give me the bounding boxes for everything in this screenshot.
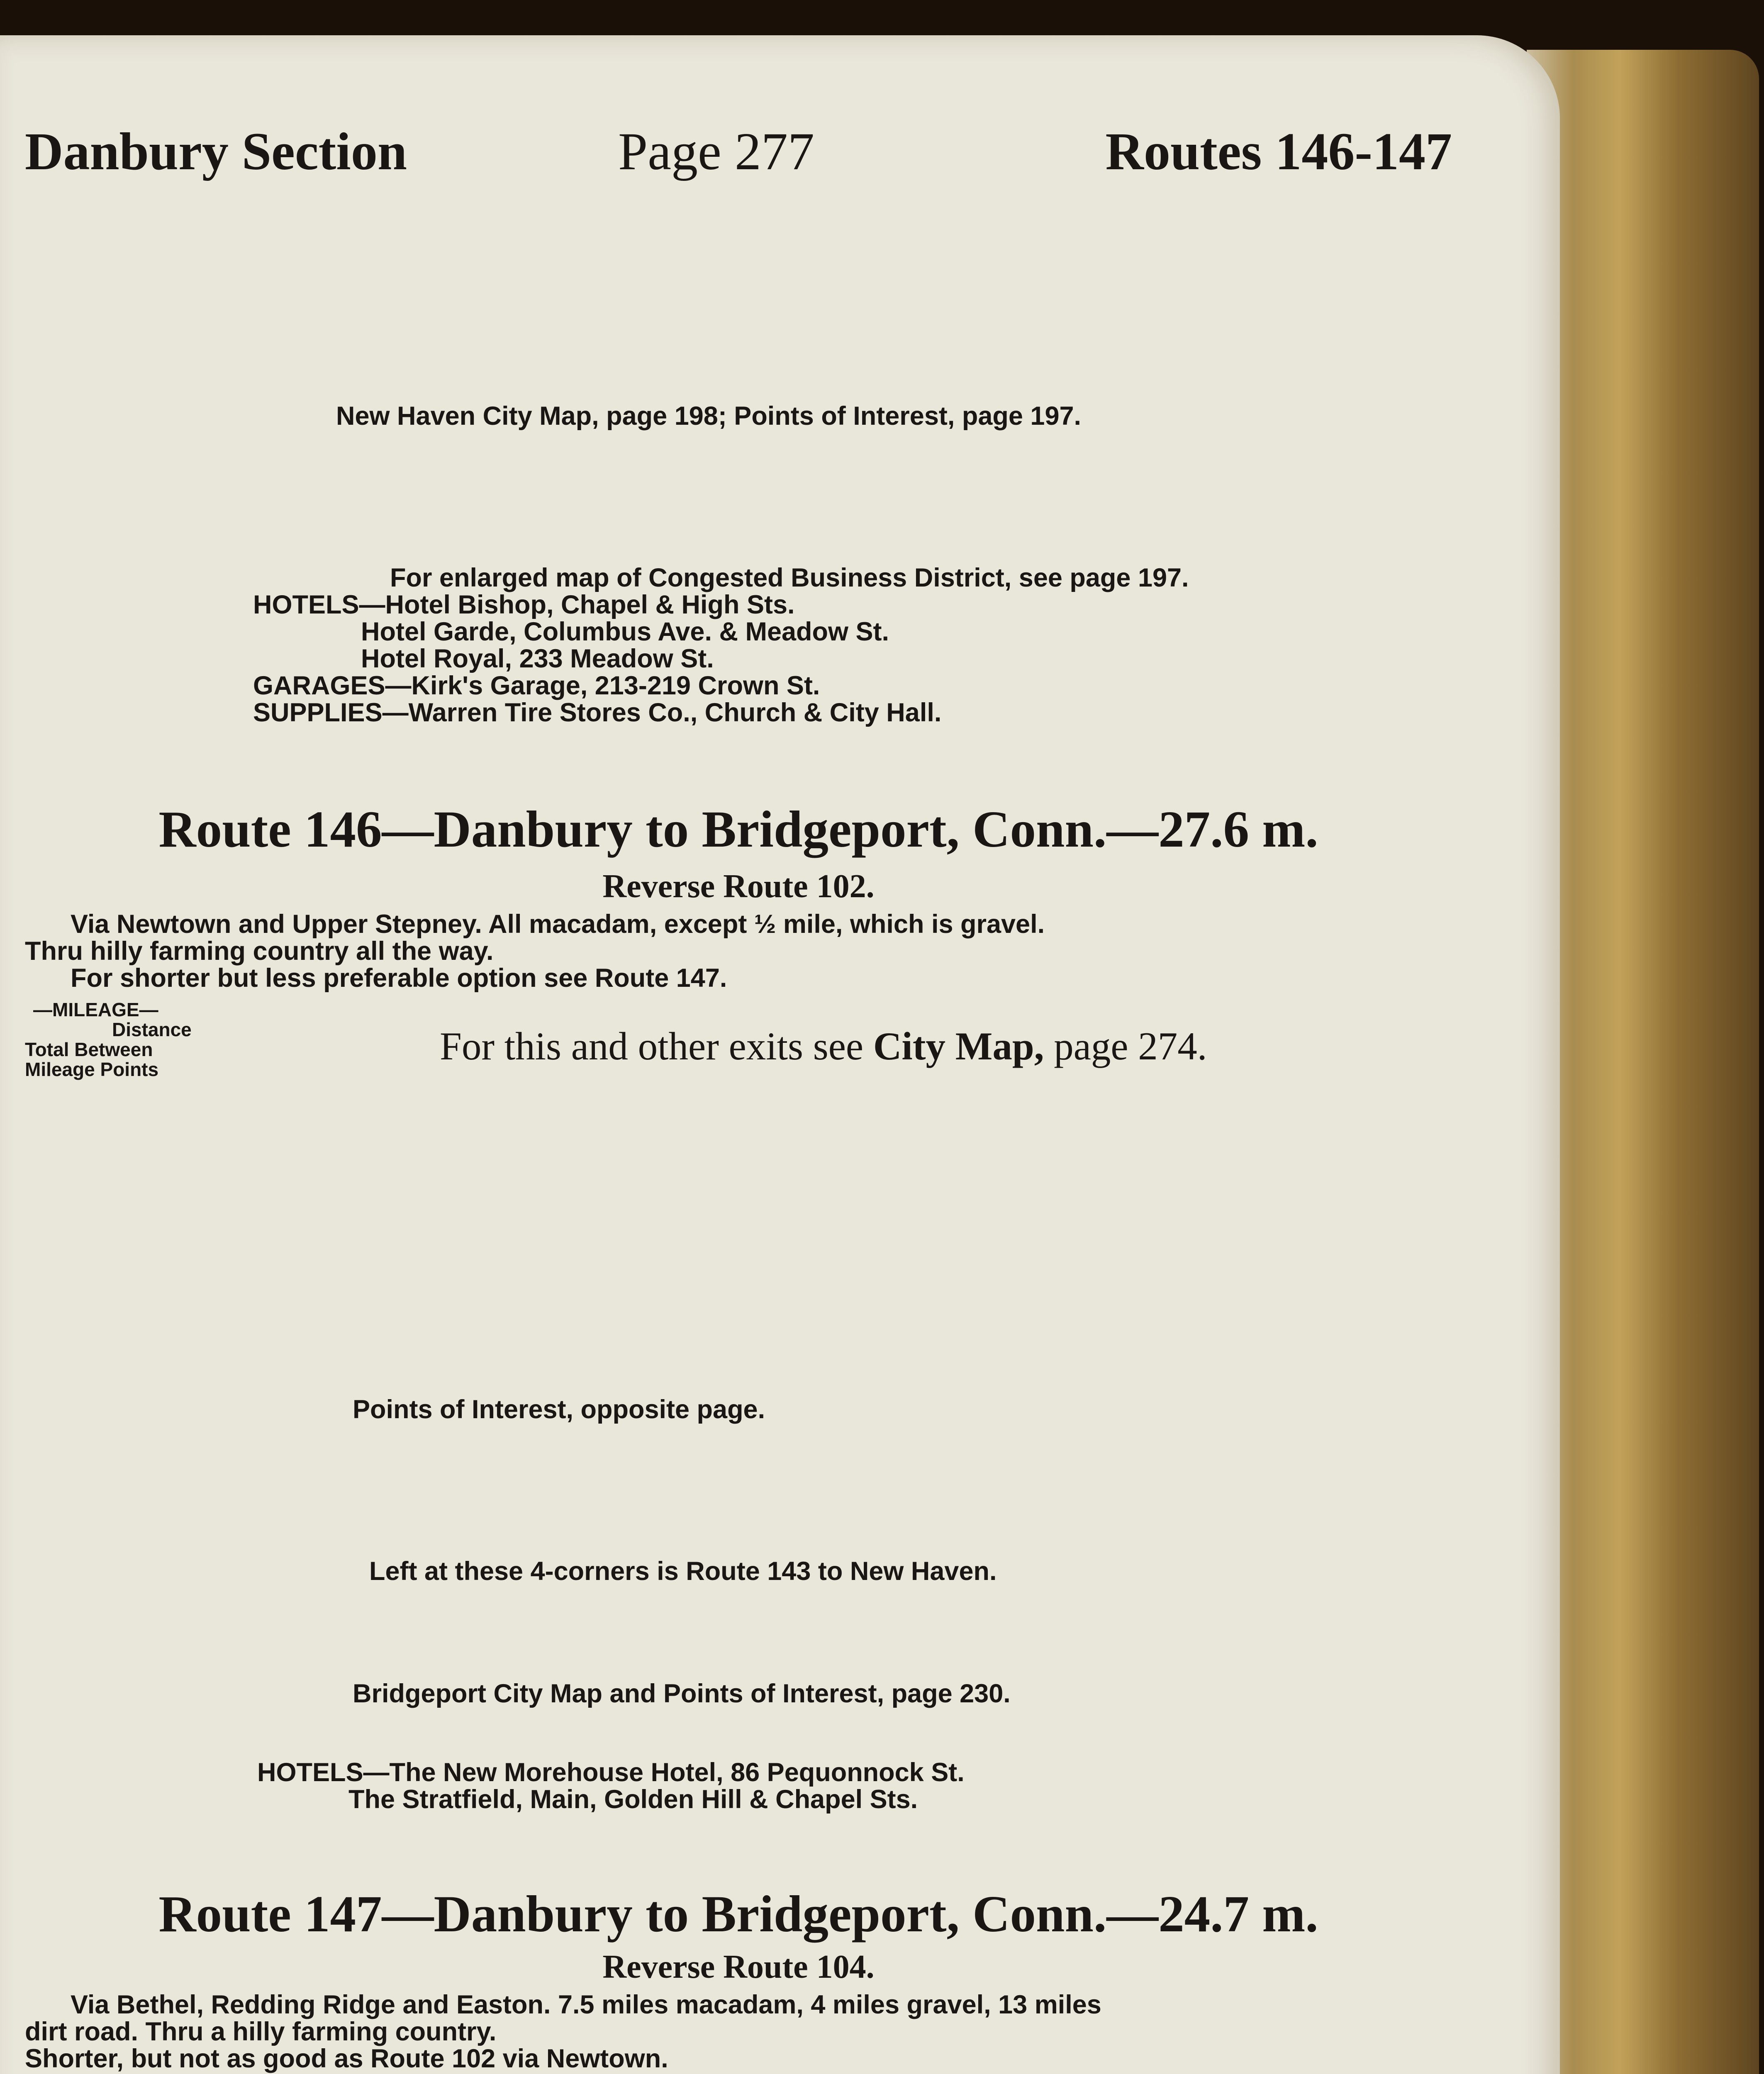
- route-146-exits-note: For this and other exits see City Map, page 274.: [440, 1024, 1207, 1068]
- page-content: [25, 35, 1452, 2074]
- route-147-via: dirt road. Thru a hilly farming country.: [25, 2017, 497, 2046]
- note-hotels: Hotel Garde, Columbus Ave. & Meadow St.: [361, 617, 889, 646]
- note-hotels: Hotel Royal, 233 Meadow St.: [361, 644, 714, 673]
- note-supplies: SUPPLIES—Warren Tire Stores Co., Church & City Hall.: [253, 698, 942, 727]
- section-title: Danbury Section: [25, 122, 407, 181]
- routes-range: Routes 146-147: [1105, 122, 1452, 181]
- note-city-map: New Haven City Map, page 198; Points of Interest, page 197.: [336, 402, 1082, 431]
- note-points-of-interest: Points of Interest, opposite page.: [353, 1395, 765, 1424]
- route-147-via: Shorter, but not as good as Route 102 via Newtown.: [25, 2044, 668, 2073]
- note-bridgeport-map: Bridgeport City Map and Points of Interest, page 230.: [353, 1679, 1011, 1708]
- note-hotels: HOTELS—Hotel Bishop, Chapel & High Sts.: [253, 590, 795, 619]
- note-garages: GARAGES—Kirk's Garage, 213-219 Crown St.: [253, 671, 820, 700]
- route-146-title: Route 146—Danbury to Bridgeport, Conn.—27.6 m.: [158, 801, 1318, 858]
- route-147-title: Route 147—Danbury to Bridgeport, Conn.—24.7 m.: [158, 1886, 1318, 1943]
- route-146-via: For shorter but less preferable option see Route 147.: [71, 964, 727, 993]
- note-hotels: HOTELS—The New Morehouse Hotel, 86 Pequonnock St.: [257, 1758, 965, 1787]
- mileage-column-label: —MILEAGE— Distance Total Between Mileage Points: [25, 999, 192, 1080]
- route-147-via: Via Bethel, Redding Ridge and Easton. 7.5 miles macadam, 4 miles gravel, 13 miles: [71, 1990, 1101, 2019]
- note-hotels: The Stratfield, Main, Golden Hill & Chapel Sts.: [348, 1785, 918, 1814]
- book-page: [0, 35, 1560, 2074]
- route-146-via: Thru hilly farming country all the way.: [25, 937, 494, 966]
- note-enlarged-map: For enlarged map of Congested Business District, see page 197.: [390, 563, 1189, 592]
- note-route-143: Left at these 4-corners is Route 143 to New Haven.: [369, 1557, 997, 1586]
- route-147-reverse: Reverse Route 104.: [602, 1949, 875, 1985]
- route-146-via: Via Newtown and Upper Stepney. All macadam, except ½ mile, which is gravel.: [71, 910, 1045, 939]
- running-header: [25, 118, 1452, 185]
- route-146-reverse: Reverse Route 102.: [602, 868, 875, 905]
- page-number: Page 277: [618, 122, 814, 181]
